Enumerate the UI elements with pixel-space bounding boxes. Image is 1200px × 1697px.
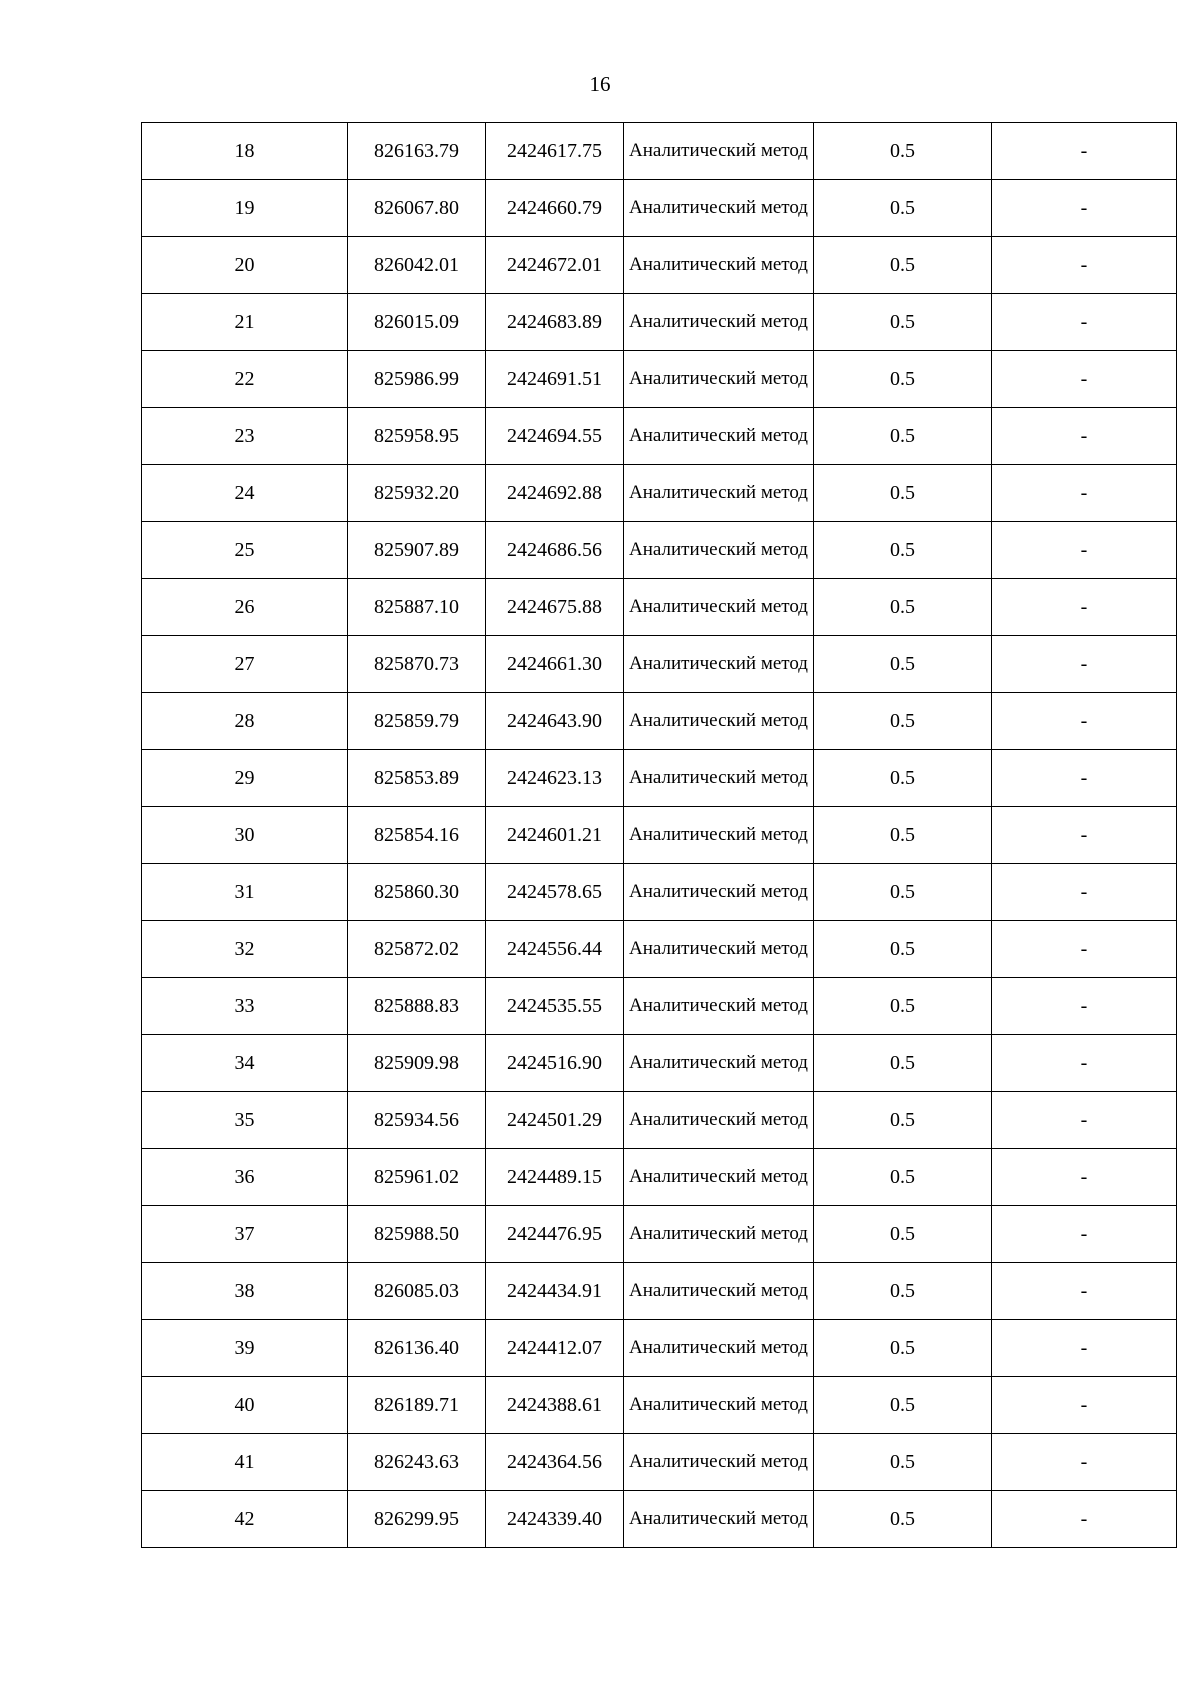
note-cell: - [992, 294, 1177, 351]
table-row [142, 807, 1177, 864]
x-coordinate-cell: 826163.79 [348, 123, 486, 180]
note-cell: - [992, 1035, 1177, 1092]
y-coordinate-cell: 2424686.56 [486, 522, 624, 579]
x-coordinate-cell: 825958.95 [348, 408, 486, 465]
x-coordinate-cell: 826085.03 [348, 1263, 486, 1320]
accuracy-cell: 0.5 [814, 1434, 992, 1491]
note-cell: - [992, 1149, 1177, 1206]
y-coordinate-cell: 2424364.56 [486, 1434, 624, 1491]
x-coordinate-cell: 825988.50 [348, 1206, 486, 1263]
point-number-cell: 21 [142, 294, 348, 351]
point-number-cell: 22 [142, 351, 348, 408]
y-coordinate-cell: 2424578.65 [486, 864, 624, 921]
table-row [142, 750, 1177, 807]
method-cell: Аналитический метод [624, 864, 814, 921]
accuracy-cell: 0.5 [814, 1491, 992, 1548]
table-row [142, 636, 1177, 693]
note-cell: - [992, 1377, 1177, 1434]
note-cell: - [992, 522, 1177, 579]
y-coordinate-cell: 2424601.21 [486, 807, 624, 864]
table-row [142, 1092, 1177, 1149]
accuracy-cell: 0.5 [814, 1377, 992, 1434]
note-cell: - [992, 636, 1177, 693]
y-coordinate-cell: 2424691.51 [486, 351, 624, 408]
point-number-cell: 25 [142, 522, 348, 579]
x-coordinate-cell: 825909.98 [348, 1035, 486, 1092]
coordinates-table [141, 122, 1177, 1548]
point-number-cell: 24 [142, 465, 348, 522]
point-number-cell: 23 [142, 408, 348, 465]
point-number-cell: 29 [142, 750, 348, 807]
table-row [142, 1035, 1177, 1092]
x-coordinate-cell: 826042.01 [348, 237, 486, 294]
point-number-cell: 20 [142, 237, 348, 294]
method-cell: Аналитический метод [624, 237, 814, 294]
accuracy-cell: 0.5 [814, 123, 992, 180]
x-coordinate-cell: 825870.73 [348, 636, 486, 693]
point-number-cell: 39 [142, 1320, 348, 1377]
coordinates-table-body [142, 123, 1177, 1548]
x-coordinate-cell: 826189.71 [348, 1377, 486, 1434]
x-coordinate-cell: 825986.99 [348, 351, 486, 408]
note-cell: - [992, 750, 1177, 807]
note-cell: - [992, 921, 1177, 978]
accuracy-cell: 0.5 [814, 522, 992, 579]
table-row [142, 1263, 1177, 1320]
method-cell: Аналитический метод [624, 1263, 814, 1320]
y-coordinate-cell: 2424489.15 [486, 1149, 624, 1206]
note-cell: - [992, 693, 1177, 750]
table-row [142, 294, 1177, 351]
y-coordinate-cell: 2424339.40 [486, 1491, 624, 1548]
y-coordinate-cell: 2424535.55 [486, 978, 624, 1035]
note-cell: - [992, 1092, 1177, 1149]
x-coordinate-cell: 826015.09 [348, 294, 486, 351]
method-cell: Аналитический метод [624, 750, 814, 807]
accuracy-cell: 0.5 [814, 864, 992, 921]
y-coordinate-cell: 2424692.88 [486, 465, 624, 522]
x-coordinate-cell: 826136.40 [348, 1320, 486, 1377]
x-coordinate-cell: 825854.16 [348, 807, 486, 864]
y-coordinate-cell: 2424660.79 [486, 180, 624, 237]
accuracy-cell: 0.5 [814, 579, 992, 636]
accuracy-cell: 0.5 [814, 807, 992, 864]
accuracy-cell: 0.5 [814, 180, 992, 237]
method-cell: Аналитический метод [624, 1149, 814, 1206]
method-cell: Аналитический метод [624, 351, 814, 408]
x-coordinate-cell: 825872.02 [348, 921, 486, 978]
point-number-cell: 18 [142, 123, 348, 180]
y-coordinate-cell: 2424412.07 [486, 1320, 624, 1377]
x-coordinate-cell: 825888.83 [348, 978, 486, 1035]
table-row [142, 522, 1177, 579]
method-cell: Аналитический метод [624, 1092, 814, 1149]
table-row [142, 237, 1177, 294]
accuracy-cell: 0.5 [814, 921, 992, 978]
accuracy-cell: 0.5 [814, 750, 992, 807]
accuracy-cell: 0.5 [814, 978, 992, 1035]
table-row [142, 351, 1177, 408]
accuracy-cell: 0.5 [814, 693, 992, 750]
point-number-cell: 34 [142, 1035, 348, 1092]
table-row [142, 465, 1177, 522]
accuracy-cell: 0.5 [814, 636, 992, 693]
method-cell: Аналитический метод [624, 579, 814, 636]
y-coordinate-cell: 2424661.30 [486, 636, 624, 693]
y-coordinate-cell: 2424672.01 [486, 237, 624, 294]
accuracy-cell: 0.5 [814, 1263, 992, 1320]
method-cell: Аналитический метод [624, 408, 814, 465]
point-number-cell: 32 [142, 921, 348, 978]
y-coordinate-cell: 2424501.29 [486, 1092, 624, 1149]
method-cell: Аналитический метод [624, 807, 814, 864]
method-cell: Аналитический метод [624, 180, 814, 237]
method-cell: Аналитический метод [624, 123, 814, 180]
y-coordinate-cell: 2424694.55 [486, 408, 624, 465]
table-row [142, 1320, 1177, 1377]
point-number-cell: 27 [142, 636, 348, 693]
note-cell: - [992, 237, 1177, 294]
accuracy-cell: 0.5 [814, 1149, 992, 1206]
method-cell: Аналитический метод [624, 978, 814, 1035]
point-number-cell: 26 [142, 579, 348, 636]
note-cell: - [992, 1320, 1177, 1377]
point-number-cell: 28 [142, 693, 348, 750]
method-cell: Аналитический метод [624, 1206, 814, 1263]
x-coordinate-cell: 826299.95 [348, 1491, 486, 1548]
accuracy-cell: 0.5 [814, 408, 992, 465]
note-cell: - [992, 1491, 1177, 1548]
method-cell: Аналитический метод [624, 636, 814, 693]
note-cell: - [992, 1206, 1177, 1263]
method-cell: Аналитический метод [624, 1491, 814, 1548]
table-row [142, 408, 1177, 465]
table-row [142, 864, 1177, 921]
note-cell: - [992, 807, 1177, 864]
y-coordinate-cell: 2424476.95 [486, 1206, 624, 1263]
note-cell: - [992, 1263, 1177, 1320]
note-cell: - [992, 123, 1177, 180]
x-coordinate-cell: 825907.89 [348, 522, 486, 579]
x-coordinate-cell: 825932.20 [348, 465, 486, 522]
accuracy-cell: 0.5 [814, 1206, 992, 1263]
y-coordinate-cell: 2424683.89 [486, 294, 624, 351]
note-cell: - [992, 351, 1177, 408]
point-number-cell: 40 [142, 1377, 348, 1434]
accuracy-cell: 0.5 [814, 465, 992, 522]
x-coordinate-cell: 825860.30 [348, 864, 486, 921]
x-coordinate-cell: 825859.79 [348, 693, 486, 750]
table-row [142, 1491, 1177, 1548]
x-coordinate-cell: 825853.89 [348, 750, 486, 807]
note-cell: - [992, 579, 1177, 636]
accuracy-cell: 0.5 [814, 1320, 992, 1377]
note-cell: - [992, 864, 1177, 921]
accuracy-cell: 0.5 [814, 237, 992, 294]
x-coordinate-cell: 825887.10 [348, 579, 486, 636]
x-coordinate-cell: 826243.63 [348, 1434, 486, 1491]
point-number-cell: 36 [142, 1149, 348, 1206]
method-cell: Аналитический метод [624, 1434, 814, 1491]
table-row [142, 1206, 1177, 1263]
table-row [142, 921, 1177, 978]
page-number: 16 [589, 72, 611, 96]
x-coordinate-cell: 825961.02 [348, 1149, 486, 1206]
accuracy-cell: 0.5 [814, 351, 992, 408]
y-coordinate-cell: 2424516.90 [486, 1035, 624, 1092]
point-number-cell: 38 [142, 1263, 348, 1320]
table-row [142, 123, 1177, 180]
x-coordinate-cell: 826067.80 [348, 180, 486, 237]
y-coordinate-cell: 2424623.13 [486, 750, 624, 807]
note-cell: - [992, 180, 1177, 237]
y-coordinate-cell: 2424556.44 [486, 921, 624, 978]
point-number-cell: 30 [142, 807, 348, 864]
table-row [142, 1149, 1177, 1206]
method-cell: Аналитический метод [624, 465, 814, 522]
table-row [142, 1434, 1177, 1491]
method-cell: Аналитический метод [624, 294, 814, 351]
table-row [142, 1377, 1177, 1434]
y-coordinate-cell: 2424434.91 [486, 1263, 624, 1320]
method-cell: Аналитический метод [624, 1035, 814, 1092]
accuracy-cell: 0.5 [814, 1035, 992, 1092]
y-coordinate-cell: 2424388.61 [486, 1377, 624, 1434]
y-coordinate-cell: 2424617.75 [486, 123, 624, 180]
y-coordinate-cell: 2424675.88 [486, 579, 624, 636]
accuracy-cell: 0.5 [814, 294, 992, 351]
point-number-cell: 31 [142, 864, 348, 921]
point-number-cell: 19 [142, 180, 348, 237]
point-number-cell: 35 [142, 1092, 348, 1149]
accuracy-cell: 0.5 [814, 1092, 992, 1149]
point-number-cell: 33 [142, 978, 348, 1035]
method-cell: Аналитический метод [624, 522, 814, 579]
note-cell: - [992, 1434, 1177, 1491]
table-row [142, 693, 1177, 750]
method-cell: Аналитический метод [624, 693, 814, 750]
x-coordinate-cell: 825934.56 [348, 1092, 486, 1149]
note-cell: - [992, 408, 1177, 465]
table-row [142, 579, 1177, 636]
note-cell: - [992, 465, 1177, 522]
table-row [142, 180, 1177, 237]
method-cell: Аналитический метод [624, 921, 814, 978]
note-cell: - [992, 978, 1177, 1035]
table-row [142, 978, 1177, 1035]
method-cell: Аналитический метод [624, 1320, 814, 1377]
point-number-cell: 41 [142, 1434, 348, 1491]
method-cell: Аналитический метод [624, 1377, 814, 1434]
point-number-cell: 42 [142, 1491, 348, 1548]
point-number-cell: 37 [142, 1206, 348, 1263]
y-coordinate-cell: 2424643.90 [486, 693, 624, 750]
